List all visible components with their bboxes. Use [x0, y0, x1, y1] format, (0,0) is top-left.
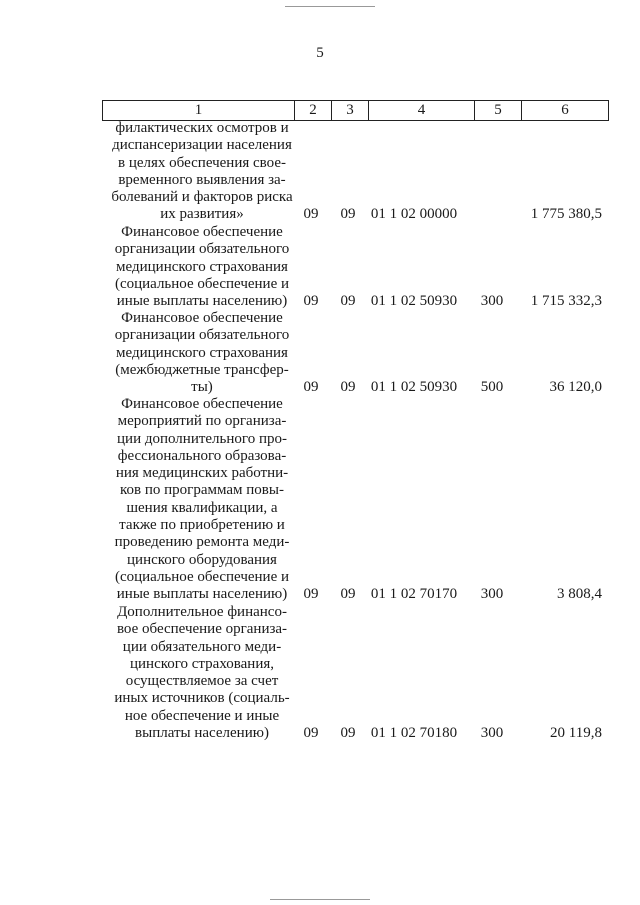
- row-expense-type: 300: [480, 293, 504, 309]
- top-edge-mark: [285, 6, 375, 7]
- column-header-5: 5: [475, 101, 522, 121]
- column-header-3: 3: [332, 101, 369, 121]
- column-header-table: [102, 100, 609, 121]
- row-amount: 20 119,8: [550, 725, 602, 741]
- row-subsection-code: 09: [340, 725, 356, 741]
- column-header-1: 1: [103, 101, 295, 121]
- row-subsection-code: 09: [340, 586, 356, 602]
- row-section-code: 09: [303, 725, 319, 741]
- bottom-edge-mark: [270, 899, 370, 900]
- row-subsection-code: 09: [340, 293, 356, 309]
- row-target-article: 01 1 02 70180: [370, 725, 458, 741]
- row-target-article: 01 1 02 70170: [370, 586, 458, 602]
- row-expense-type: 300: [480, 725, 504, 741]
- column-header-2: 2: [295, 101, 332, 121]
- row-description: Дополнительное финансо- вое обеспечение организа- ции обязательного меди- цинского страхования, осуществляемое за счет иных источников (социаль- ное обеспечение и иные выплаты населению): [114, 604, 290, 742]
- row-subsection-code: 09: [340, 379, 356, 395]
- row-section-code: 09: [303, 586, 319, 602]
- row-subsection-code: 09: [340, 206, 356, 222]
- row-target-article: 01 1 02 00000: [370, 206, 458, 222]
- row-target-article: 01 1 02 50930: [370, 379, 458, 395]
- row-section-code: 09: [303, 293, 319, 309]
- row-description: Финансовое обеспечение организации обязательного медицинского страхования (межбюджетные трансфер- ты): [114, 310, 290, 396]
- row-description: Финансовое обеспечение мероприятий по организа- ции дополнительного про- фессионального образова- ния медицинских работни- ков по программам повы- шения квалификации, а также по приобретению и проведению ремонта меди- цинского оборудования (социальное обеспечение и иные выплаты населению): [114, 396, 290, 603]
- row-amount: 1 775 380,5: [530, 206, 602, 222]
- row-section-code: 09: [303, 379, 319, 395]
- row-section-code: 09: [303, 206, 319, 222]
- column-header-4: 4: [369, 101, 475, 121]
- page-number: 5: [316, 45, 324, 61]
- row-amount: 36 120,0: [549, 379, 602, 395]
- row-amount: 3 808,4: [557, 586, 602, 602]
- row-expense-type: 500: [480, 379, 504, 395]
- column-header-6: 6: [522, 101, 609, 121]
- row-description: Финансовое обеспечение организации обязательного медицинского страхования (социальное обеспечение и иные выплаты населению): [114, 224, 290, 310]
- row-target-article: 01 1 02 50930: [370, 293, 458, 309]
- row-description: филактических осмотров и диспансеризации населения в целях обеспечения свое- временного выявления за- болеваний и факторов риска их развития»: [111, 120, 293, 223]
- row-expense-type: 300: [480, 586, 504, 602]
- row-amount: 1 715 332,3: [530, 293, 602, 309]
